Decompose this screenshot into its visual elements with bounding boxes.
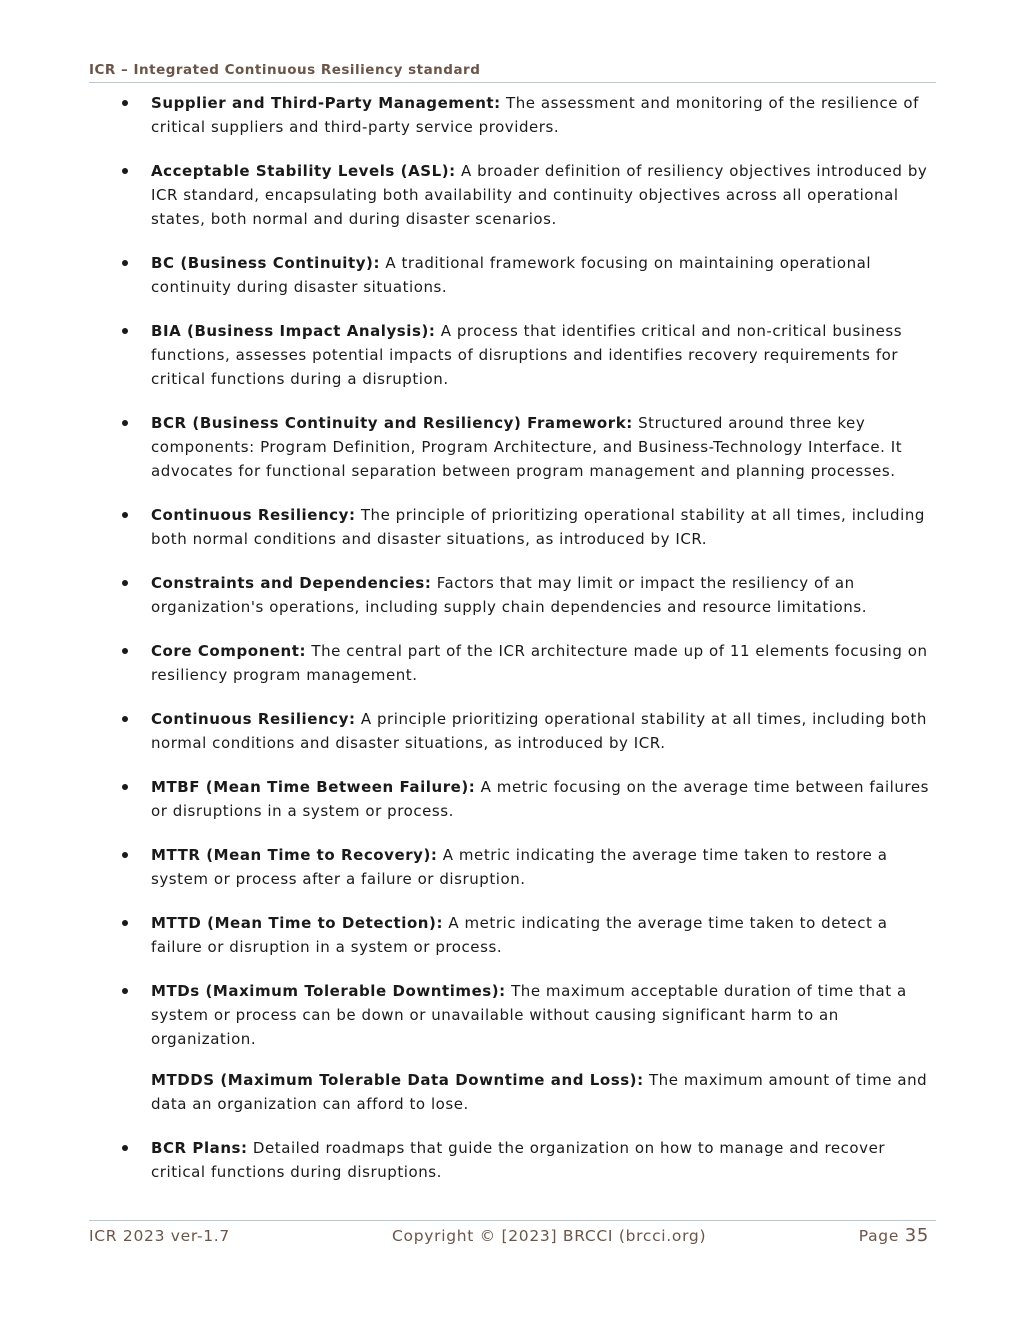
- glossary-definition: The assessment and monitoring of the resilience of critical suppliers and third-party service providers.: [151, 94, 919, 136]
- glossary-definition: A metric focusing on the average time between failures or disruptions in a system or process.: [151, 778, 929, 820]
- glossary-definition: The maximum acceptable duration of time that a system or process can be down or unavailable without causing significant harm to an organization.: [151, 982, 907, 1048]
- footer-page-number: [859, 1225, 929, 1247]
- glossary-item: [120, 775, 935, 823]
- glossary-term: Constraints and Dependencies:: [151, 574, 432, 592]
- glossary-item: [120, 319, 935, 391]
- glossary-item: [120, 707, 935, 755]
- bullet-icon: [122, 784, 128, 790]
- bullet-icon: [122, 852, 128, 858]
- glossary-definition: Detailed roadmaps that guide the organization on how to manage and recover critical functions during disruptions.: [151, 1139, 886, 1181]
- glossary-term: MTDs (Maximum Tolerable Downtimes):: [151, 982, 506, 1000]
- bullet-icon: [122, 1145, 128, 1151]
- glossary-item: [120, 911, 935, 959]
- bullet-icon: [122, 260, 128, 266]
- glossary-term: BCR Plans:: [151, 1139, 248, 1157]
- glossary-term: Continuous Resiliency:: [151, 506, 356, 524]
- glossary-term: Continuous Resiliency:: [151, 710, 356, 728]
- page-footer: [89, 1220, 936, 1251]
- glossary-definition: The maximum amount of time and data an organization can afford to lose.: [151, 1071, 928, 1113]
- glossary-item: [120, 91, 935, 139]
- glossary-item: [120, 503, 935, 551]
- glossary-item: [120, 571, 935, 619]
- footer-copyright: Copyright © [2023] BRCCI (brcci.org): [392, 1227, 707, 1245]
- glossary-definition: A broader definition of resiliency objectives introduced by ICR standard, encapsulating both availability and continuity objectives across all operational states, both normal and during disaster scenarios.: [151, 162, 928, 228]
- glossary-list: [120, 91, 935, 1184]
- glossary-term: Core Component:: [151, 642, 307, 660]
- glossary-term: Supplier and Third-Party Management:: [151, 94, 501, 112]
- glossary-content: [120, 91, 935, 1204]
- page-label: Page: [858, 1227, 905, 1245]
- footer-version: ICR 2023 ver-1.7: [89, 1227, 230, 1245]
- glossary-item: [120, 639, 935, 687]
- glossary-item: [120, 251, 935, 299]
- page-header: [89, 60, 936, 83]
- glossary-definition: A traditional framework focusing on maintaining operational continuity during disaster situations.: [151, 254, 872, 296]
- bullet-icon: [122, 328, 128, 334]
- page-number-value: 35: [904, 1225, 929, 1246]
- glossary-term: Acceptable Stability Levels (ASL):: [151, 162, 456, 180]
- glossary-definition: Structured around three key components: Program Definition, Program Architecture, and Business-Technology Interface. It advocates for functional separation between program management and planning processes.: [151, 414, 903, 480]
- glossary-term: MTTD (Mean Time to Detection):: [151, 914, 443, 932]
- bullet-icon: [122, 420, 128, 426]
- bullet-icon: [122, 168, 128, 174]
- header-title: ICR – Integrated Continuous Resiliency standard: [89, 62, 481, 78]
- glossary-definition: A metric indicating the average time taken to restore a system or process after a failure or disruption.: [151, 846, 888, 888]
- bullet-icon: [122, 512, 128, 518]
- glossary-definition: The central part of the ICR architecture made up of 11 elements focusing on resiliency program management.: [151, 642, 928, 684]
- glossary-term: BCR (Business Continuity and Resiliency) Framework:: [151, 414, 633, 432]
- bullet-icon: [122, 100, 128, 106]
- glossary-item: [120, 1068, 935, 1116]
- glossary-item: [120, 411, 935, 483]
- glossary-definition: A process that identifies critical and non-critical business functions, assesses potential impacts of disruptions and identifies recovery requirements for critical functions during a disruption.: [151, 322, 903, 388]
- glossary-item: [120, 159, 935, 231]
- glossary-definition: A metric indicating the average time taken to detect a failure or disruption in a system or process.: [151, 914, 888, 956]
- glossary-term: MTDDS (Maximum Tolerable Data Downtime and Loss):: [151, 1071, 644, 1089]
- bullet-icon: [122, 648, 128, 654]
- glossary-term: BC (Business Continuity):: [151, 254, 380, 272]
- glossary-definition: Factors that may limit or impact the resiliency of an organization's operations, including supply chain dependencies and resource limitations.: [151, 574, 868, 616]
- bullet-icon: [122, 988, 128, 994]
- glossary-item: [120, 979, 935, 1051]
- bullet-icon: [122, 716, 128, 722]
- glossary-item: [120, 843, 935, 891]
- bullet-icon: [122, 920, 128, 926]
- glossary-item: [120, 1136, 935, 1184]
- glossary-definition: A principle prioritizing operational stability at all times, including both normal conditions and disaster situations, as introduced by ICR.: [151, 710, 927, 752]
- glossary-term: MTBF (Mean Time Between Failure):: [151, 778, 476, 796]
- glossary-term: MTTR (Mean Time to Recovery):: [151, 846, 438, 864]
- bullet-icon: [122, 580, 128, 586]
- glossary-term: BIA (Business Impact Analysis):: [151, 322, 436, 340]
- glossary-definition: The principle of prioritizing operational stability at all times, including both normal conditions and disaster situations, as introduced by ICR.: [151, 506, 925, 548]
